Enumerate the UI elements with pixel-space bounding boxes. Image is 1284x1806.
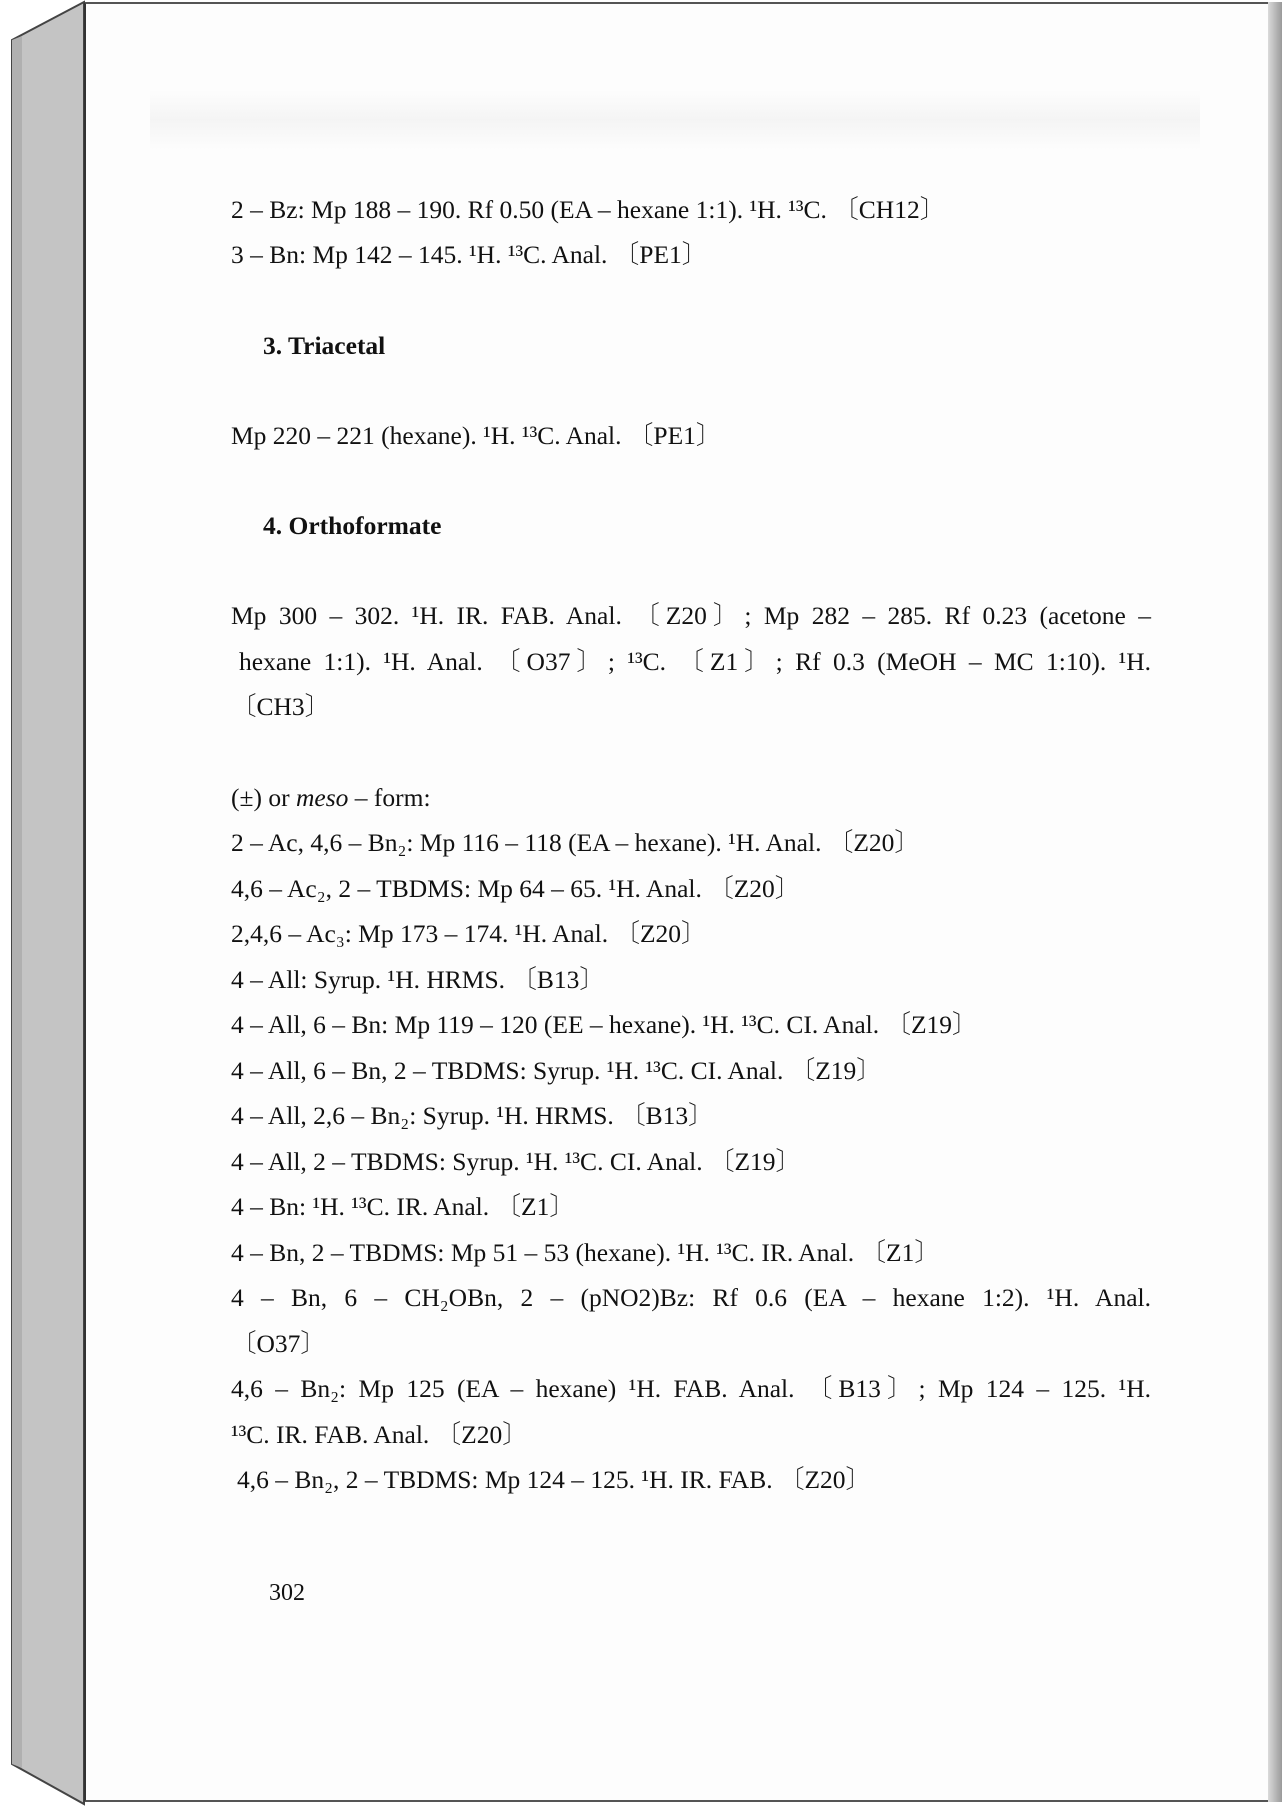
text-line-bn: 3 – Bn: Mp 142 – 145. ¹H. ¹³C. Anal. 〔PE1〕: [231, 240, 708, 269]
entry-line: 4 – All, 6 – Bn, 2 – TBDMS: Syrup. ¹H. ¹³C. CI. Anal. 〔Z19〕: [231, 1056, 882, 1085]
entry-line: 2,4,6 – Ac₃: Mp 173 – 174. ¹H. Anal. 〔Z20〕: [231, 919, 707, 948]
form-label-suffix: – form:: [348, 783, 431, 812]
entry-line: 4 – All, 2 – TBDMS: Syrup. ¹H. ¹³C. CI. Anal. 〔Z19〕: [231, 1147, 802, 1176]
entry-line: 4 – Bn, 2 – TBDMS: Mp 51 – 53 (hexane). ¹H. ¹³C. IR. Anal. 〔Z1〕: [231, 1238, 940, 1267]
paragraph-line-3: 〔CH3〕: [231, 692, 331, 721]
section-heading-orthoformate: 4. Orthoformate: [263, 511, 442, 540]
entry-line: 4,6 – Bn₂, 2 – TBDMS: Mp 124 – 125. ¹H. IR. FAB. 〔Z20〕: [237, 1465, 872, 1494]
paragraph-line-1: Mp 300 – 302. ¹H. IR. FAB. Anal. 〔Z20〕; Mp 282 – 285. Rf 0.23 (acetone –: [231, 601, 1151, 630]
form-label-prefix: (±) or: [231, 783, 296, 812]
text-line-bz: 2 – Bz: Mp 188 – 190. Rf 0.50 (EA – hexane 1:1). ¹H. ¹³C. 〔CH12〕: [231, 195, 946, 224]
entry-line: 4 – All: Syrup. ¹H. HRMS. 〔B13〕: [231, 965, 605, 994]
entry-line: ¹³C. IR. FAB. Anal. 〔Z20〕: [231, 1420, 528, 1449]
form-label: [231, 783, 431, 813]
text-line-triacetal: Mp 220 – 221 (hexane). ¹H. ¹³C. Anal. 〔PE1〕: [231, 421, 722, 450]
page-shadow: [150, 90, 1200, 150]
entry-line: 〔O37〕: [231, 1329, 326, 1358]
page-number: 302: [269, 1580, 305, 1606]
entry-line: 4,6 – Ac₂, 2 – TBDMS: Mp 64 – 65. ¹H. Anal. 〔Z20〕: [231, 874, 801, 903]
book-spine-side: [0, 0, 90, 1806]
entry-line: 4 – All, 6 – Bn: Mp 119 – 120 (EE – hexane). ¹H. ¹³C. CI. Anal. 〔Z19〕: [231, 1010, 978, 1039]
section-heading-triacetal: 3. Triacetal: [263, 331, 386, 360]
paragraph-line-2: hexane 1:1). ¹H. Anal. 〔O37〕; ¹³C. 〔Z1〕; Rf 0.3 (MeOH – MC 1:10). ¹H.: [239, 647, 1151, 676]
entry-line: 4,6 – Bn₂: Mp 125 (EA – hexane) ¹H. FAB. Anal. 〔B13〕; Mp 124 – 125. ¹H.: [231, 1374, 1151, 1403]
form-label-italic: meso: [295, 783, 349, 812]
entry-line: 4 – Bn, 6 – CH₂OBn, 2 – (pNO2)Bz: Rf 0.6 (EA – hexane 1:2). ¹H. Anal.: [231, 1283, 1151, 1312]
page-right-edge: [1268, 2, 1282, 1802]
entry-line: 2 – Ac, 4,6 – Bn₂: Mp 116 – 118 (EA – hexane). ¹H. Anal. 〔Z20〕: [231, 828, 920, 857]
entry-line: 4 – All, 2,6 – Bn₂: Syrup. ¹H. HRMS. 〔B13〕: [231, 1101, 714, 1130]
entry-line: 4 – Bn: ¹H. ¹³C. IR. Anal. 〔Z1〕: [231, 1192, 575, 1221]
